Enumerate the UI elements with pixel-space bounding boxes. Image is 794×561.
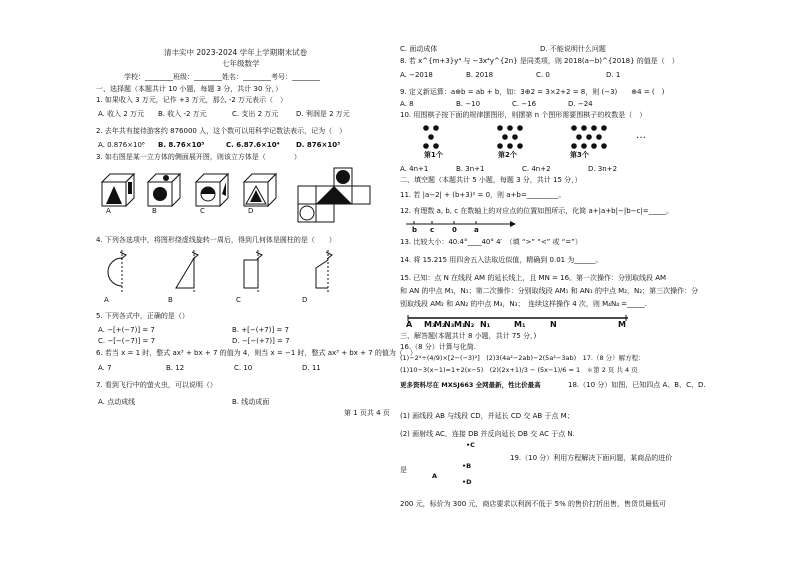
pattern-3 — [571, 125, 607, 149]
q12-label-c: c — [430, 226, 435, 234]
rotation-figure-a — [108, 250, 126, 294]
question-17-equations: (1)10−3(x−1)=1+2(x−5) (2)(2x+1)/3 − (5x−1)/6 = 1 ＊第 2 页 共 4 页 — [400, 366, 638, 374]
question-14: 14. 将 15.215 用四舍五入法取近似值，精确到 0.01 为______。 — [400, 256, 603, 264]
q15-label-m1: M₁ — [514, 320, 526, 329]
go-stone — [586, 134, 592, 140]
q12-label-b: b — [412, 226, 418, 234]
q2-option-b: B. 8.76×10⁵ — [158, 141, 205, 149]
q3-label-d: D — [248, 207, 254, 215]
q2-option-d: D. 876×10³ — [296, 141, 341, 149]
go-stone — [433, 143, 439, 149]
q5-option-a: A. −[+(−7)] = 7 — [98, 326, 155, 334]
cube-d — [244, 174, 276, 206]
go-stone — [576, 134, 582, 140]
q10-option-c: C. 4n+2 — [522, 165, 551, 173]
go-stone — [512, 134, 518, 140]
question-13: 13. 比较大小：40.4°____40° 4′ （填 “>” “<” 或 “=”） — [400, 238, 582, 246]
q15-label-m: M — [618, 320, 626, 329]
question-16-expressions: (1)−2⁴÷(4/9)×[2−(−3)²] (2)3(4a²−2ab)−2(5a²−3ab) 17.（8 分）解方程： — [400, 354, 645, 362]
q10-label-1: 第1个 — [424, 151, 443, 159]
q7-option-b: B. 线动成面 — [232, 398, 270, 406]
question-18-part-1: (1) 画线段 AB 与线段 CD，并延长 CD 交 AB 于点 M； — [400, 412, 574, 420]
q9-option-b: B. −10 — [456, 100, 481, 108]
q3-label-a: A — [106, 207, 111, 215]
question-15-line-1: 15. 已知：点 N 在线段 AM 的延长线上，且 MN = 16。第一次操作：分别取线段 AM — [400, 274, 667, 282]
q3-label-c: C — [200, 207, 205, 215]
q7-option-d: D. 不能说明什么问题 — [540, 45, 606, 53]
q2-option-a: A. 0.876×10⁶ — [98, 141, 145, 149]
q8-option-c: C. 0 — [536, 71, 550, 79]
question-16: 16.（8 分）计算与化简. — [400, 343, 477, 351]
question-15-line-2: 和 AN 的中点 M₁，N₁；第二次操作：分别取线段 AM₁ 和 AN₁ 的中点 M₂，N₂；第三次操作：分 — [400, 287, 699, 295]
q4-label-a: A — [104, 296, 109, 304]
question-18-part-2: (2) 画射线 AC，连接 DB 并反向延长 DB 交 AC 于点 N. — [400, 430, 575, 438]
go-stone — [423, 143, 429, 149]
go-stone — [502, 134, 508, 140]
go-stone — [428, 134, 434, 140]
question-19-line-1: 19.（10 分）利用方程解决下面问题，某商品的进价 — [510, 454, 673, 462]
q12-label-a: a — [474, 226, 479, 234]
go-stone — [433, 125, 439, 131]
q1-option-c: C. 支出 2 万元 — [232, 110, 279, 118]
q7-option-a: A. 点动成线 — [98, 398, 136, 406]
q10-label-2: 第2个 — [498, 151, 517, 159]
q5-option-b: B. +[−(+7)] = 7 — [232, 326, 289, 334]
q18-point-a: A — [432, 472, 438, 480]
q10-option-d: D. 3n+2 — [588, 165, 618, 173]
q5-option-d: D. −[−(+7)] = 7 — [232, 337, 290, 345]
question-1: 1. 如果收入 3 万元，记作 +3 万元，那么 -2 万元表示（ ） — [96, 96, 288, 104]
q18-point-b: •B — [462, 462, 472, 470]
q15-label-n: N — [550, 320, 557, 329]
q10-stone-patterns — [420, 124, 660, 152]
q15-label-n2: N₂ — [464, 320, 475, 329]
go-stone — [581, 143, 587, 149]
rotation-figure-d — [316, 250, 332, 294]
q3-label-b: B — [152, 207, 157, 215]
pattern-1 — [423, 125, 439, 149]
q4-label-b: B — [168, 296, 173, 304]
q9-option-d: D. −24 — [568, 100, 593, 108]
go-stone — [507, 143, 513, 149]
q18-point-d: •D — [462, 478, 472, 486]
q12-number-line — [406, 218, 516, 238]
question-11: 11. 若 |a−2| + (b+3)² = 0，则 a+b=_________。 — [400, 191, 566, 199]
q10-label-3: 第3个 — [570, 151, 589, 159]
question-3: 3. 如右图是某一立方体的侧面展开图，则该立方体是（ ） — [96, 153, 301, 161]
q6-option-c: C. 10 — [234, 364, 253, 372]
student-info-line: 学校：________班级：________姓名：________考号：________ — [124, 73, 320, 81]
question-8: 8. 若 x^{m+3}y⁴ 与 −3x⁴y^{2n} 是同类项，则 2018(a−b)^{2018} 的值是（ ） — [400, 57, 679, 65]
cube-c — [196, 174, 228, 206]
question-5: 5. 下列各式中，正确的是（） — [96, 312, 189, 320]
go-stone — [507, 125, 513, 131]
go-stone — [581, 125, 587, 131]
go-stone — [591, 125, 597, 131]
section-1-heading: 一、选择题（本题共计 10 小题，每题 3 分，共计 30 分，） — [96, 85, 283, 93]
rotation-figure-b — [176, 250, 198, 294]
section-3-heading: 三、解答题(本题共计 8 小题，共计 75 分，) — [400, 332, 537, 340]
section-2-heading: 二、填空题（本题共计 5 小题，每题 3 分，共计 15 分，） — [400, 176, 582, 184]
question-19-line-2: 200 元，标价为 300 元，商店要求以利润不低于 5% 的售价打折出售，售货员最低可 — [400, 500, 666, 508]
question-6: 6. 若当 x = 1 时，整式 ax³ + bx + 7 的值为 4，则当 x = −1 时，整式 ax³ + bx + 7 的值为（ ） — [96, 349, 417, 357]
q7-option-c: C. 面动成体 — [400, 45, 438, 53]
q5-option-c: C. −[−(−7)] = 7 — [98, 337, 156, 345]
q1-option-b: B. 收入 -2 万元 — [158, 110, 207, 118]
pattern-2 — [497, 125, 523, 149]
q8-option-b: B. 2018 — [466, 71, 494, 79]
page-footer: 第 1 页共 4 页 — [344, 409, 390, 417]
go-stone — [517, 143, 523, 149]
go-stone — [601, 125, 607, 131]
q8-option-d: D. 1 — [606, 71, 621, 79]
question-4: 4. 下列各选项中，将图形绕虚线旋转一周后，得到几何体是圆柱的是（ ） — [96, 236, 336, 244]
go-stone — [591, 143, 597, 149]
cube-a — [102, 174, 134, 206]
go-stone — [423, 125, 429, 131]
go-stone — [596, 134, 602, 140]
q6-option-b: B. 12 — [166, 364, 185, 372]
go-stone — [517, 125, 523, 131]
question-15-line-3: 别取线段 AM₂ 和 AN₂ 的中点 M₃，N₃； 连续这样操作 4 次，则 M₄N₄ =_____. — [400, 300, 647, 308]
q9-option-c: C. −16 — [512, 100, 537, 108]
watermark-line: 更多资料尽在 MXSJ663 全网最新，性比价最高 — [400, 381, 541, 389]
q6-option-d: D. 11 — [302, 364, 321, 372]
question-19-shi: 是 — [400, 466, 407, 474]
go-stone — [497, 125, 503, 131]
q1-option-a: A. 收入 2 万元 — [98, 110, 145, 118]
question-2: 2. 去年共有接待游客约 876000 人，这个数可以用科学记数法表示，记为（ ） — [96, 127, 347, 135]
q18-point-c: •C — [466, 441, 475, 449]
q1-option-d: D. 利润是 2 万元 — [296, 110, 350, 118]
q8-option-a: A. −2018 — [400, 71, 433, 79]
q10-ellipsis: … — [636, 130, 646, 141]
q15-label-m3: M₃ — [424, 320, 436, 329]
q3-cube-figures — [96, 168, 286, 214]
q15-label-n3: N₃ — [444, 320, 455, 329]
q12-label-0: 0 — [452, 226, 457, 234]
q15-label-n1: N₁ — [480, 320, 491, 329]
go-stone — [497, 143, 503, 149]
question-9: 9. 定义新运算：a⊕b = ab + b，如：3⊕2 = 3×2+2 = 8，则 (−3) ⊕4 = ( ) — [400, 88, 665, 96]
q4-rotation-figures — [96, 248, 346, 300]
q15-label-m2: M₂ — [434, 320, 446, 329]
question-7: 7. 看到飞行中的萤火虫，可以说明（） — [96, 381, 217, 389]
q4-label-c: C — [236, 296, 241, 304]
go-stone — [571, 125, 577, 131]
q4-label-d: D — [302, 296, 308, 304]
go-stone — [601, 143, 607, 149]
q6-option-a: A. 7 — [98, 364, 112, 372]
q15-label-m1-left: M₁ — [454, 320, 466, 329]
q9-option-a: A. 8 — [400, 100, 414, 108]
exam-subtitle: 七年级数学 — [222, 59, 260, 68]
cube-b — [148, 174, 180, 206]
rotation-figure-c — [244, 250, 262, 294]
q10-option-a: A. 4n+1 — [400, 165, 429, 173]
q3-cube-net — [296, 158, 376, 234]
q15-label-a: A — [406, 320, 413, 329]
question-10: 10. 用围棋子按下面的规律摆图形，则摆第 n 个图形需要围棋子的枚数是（ ） — [400, 111, 647, 119]
q2-option-c: C. 6.87.6×10⁴ — [226, 141, 280, 149]
question-18: 18.（10 分）如图，已知四点 A、B、C、D. — [568, 381, 706, 389]
go-stone — [571, 143, 577, 149]
question-12: 12. 有理数 a, b, c 在数轴上的对应点的位置如图所示，化简 a+|a+b|−|b−c|=_____。 — [400, 207, 674, 215]
exam-title: 清丰实中 2023-2024 学年上学期期末试卷 — [164, 48, 308, 57]
q10-option-b: B. 3n+1 — [456, 165, 485, 173]
